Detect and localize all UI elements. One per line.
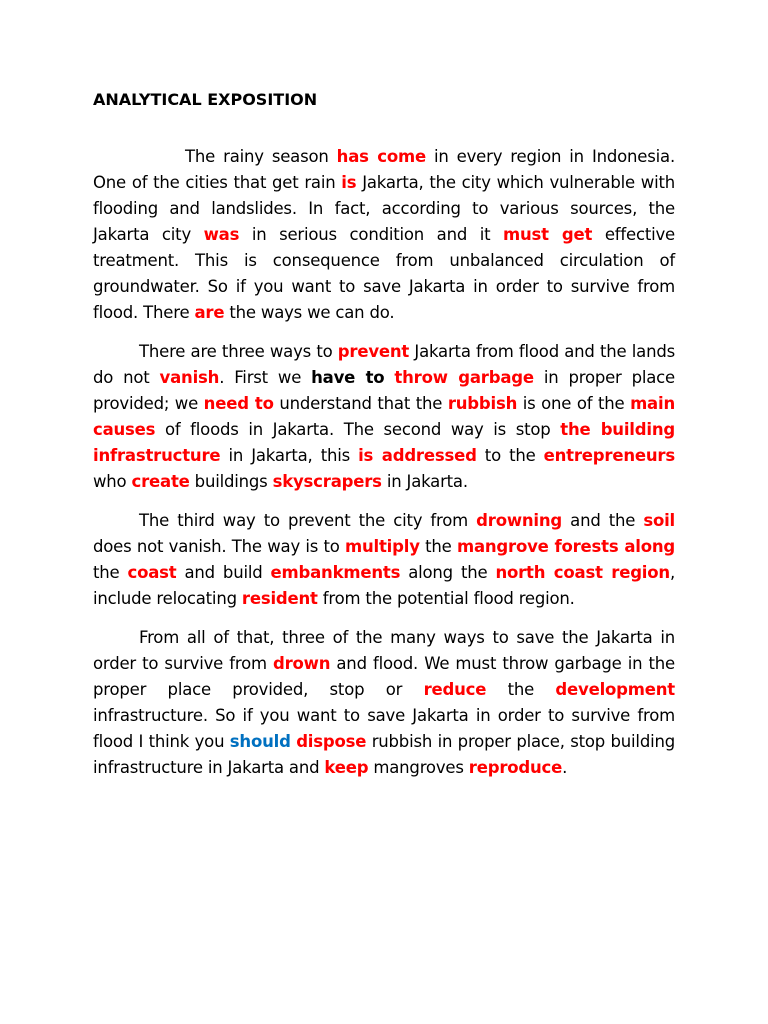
emphasized-word: the building infrastructure bbox=[93, 420, 675, 465]
document-body bbox=[93, 144, 675, 781]
document-page bbox=[93, 90, 675, 794]
text-segment: in every region in Indonesia. One of the cities that get rain bbox=[93, 147, 675, 192]
emphasized-word: resident bbox=[241, 589, 318, 608]
text-segment: Jakarta, the city which vulnerable with flooding and landslides. In fact, according to various sources, the Jakarta city bbox=[93, 173, 675, 244]
text-segment: to the bbox=[476, 446, 544, 465]
text-segment: Jakarta from flood and the lands do not bbox=[93, 342, 675, 387]
text-segment: in Jakarta. bbox=[381, 472, 468, 491]
emphasized-word: prevent bbox=[337, 342, 410, 361]
text-segment: who bbox=[93, 472, 132, 491]
emphasized-word: embankments bbox=[270, 563, 401, 582]
emphasized-word: soil bbox=[643, 511, 675, 530]
text-segment: . bbox=[562, 758, 568, 777]
document-title: ANALYTICAL EXPOSITION bbox=[93, 90, 318, 109]
emphasized-word: reduce bbox=[423, 680, 487, 699]
text-segment: The rainy season bbox=[185, 147, 337, 166]
emphasized-word: mangrove forests along bbox=[456, 537, 676, 556]
text-segment: From all of that, three of the many ways to save the Jakarta in order to survive from bbox=[93, 628, 675, 673]
text-segment: the bbox=[419, 537, 457, 556]
emphasized-word: multiply bbox=[345, 537, 420, 556]
emphasized-word: has come bbox=[336, 147, 426, 166]
text-segment: does not vanish. The way is to bbox=[93, 537, 345, 556]
text-segment: the bbox=[93, 563, 128, 582]
text-segment: the ways we can do. bbox=[224, 303, 395, 322]
emphasized-word: reproduce bbox=[468, 758, 563, 777]
text-segment: buildings bbox=[189, 472, 273, 491]
text-segment: There are three ways to bbox=[139, 342, 338, 361]
text-segment: The third way to prevent the city from bbox=[139, 511, 477, 530]
emphasized-word: rubbish bbox=[447, 394, 518, 413]
emphasized-word: was bbox=[203, 225, 240, 244]
text-segment: and build bbox=[176, 563, 271, 582]
text-segment: in proper place provided; we bbox=[93, 368, 676, 413]
text-segment: and the bbox=[562, 511, 644, 530]
emphasized-word: keep bbox=[324, 758, 369, 777]
emphasized-word: development bbox=[555, 680, 675, 699]
paragraph-3 bbox=[93, 508, 675, 612]
text-segment: . First we bbox=[219, 368, 312, 387]
text-segment: effective treatment. This is consequence from unbalanced circulation of groundwater. So if you want to save Jakarta in order to survive from flood. There bbox=[93, 225, 675, 322]
text-segment: from the potential flood region. bbox=[317, 589, 575, 608]
emphasized-word: must get bbox=[502, 225, 593, 244]
emphasized-word: north coast region bbox=[495, 563, 670, 582]
text-segment: of floods in Jakarta. The second way is stop bbox=[155, 420, 561, 439]
emphasized-word: are bbox=[194, 303, 225, 322]
text-segment bbox=[384, 368, 394, 387]
text-segment: , include relocating bbox=[93, 563, 675, 608]
text-segment: in serious condition and it bbox=[239, 225, 503, 244]
text-segment: rubbish in proper place, stop building infrastructure in Jakarta and bbox=[93, 732, 676, 777]
text-segment: along the bbox=[400, 563, 496, 582]
text-segment: understand that the bbox=[273, 394, 448, 413]
text-segment: infrastructure. So if you want to save Jakarta in order to survive from flood I think you bbox=[93, 706, 675, 751]
emphasized-word: coast bbox=[127, 563, 177, 582]
paragraph-2 bbox=[93, 339, 675, 495]
text-segment: and flood. We must throw garbage in the proper place provided, stop or bbox=[93, 654, 675, 699]
text-segment: is one of the bbox=[517, 394, 631, 413]
emphasized-word: main causes bbox=[93, 394, 675, 439]
emphasized-word: drown bbox=[272, 654, 331, 673]
paragraph-1 bbox=[93, 144, 675, 326]
emphasized-word: throw garbage bbox=[394, 368, 534, 387]
text-segment: mangroves bbox=[368, 758, 469, 777]
emphasized-word: skyscrapers bbox=[272, 472, 382, 491]
emphasized-word: is bbox=[341, 173, 357, 192]
emphasized-word: create bbox=[131, 472, 190, 491]
emphasized-word: dispose bbox=[296, 732, 367, 751]
emphasized-word-blue: should bbox=[229, 732, 291, 751]
emphasized-word: drowning bbox=[476, 511, 563, 530]
text-segment: the bbox=[486, 680, 556, 699]
bold-word: have to bbox=[311, 368, 385, 387]
emphasized-word: is addressed bbox=[358, 446, 477, 465]
text-segment: in Jakarta, this bbox=[220, 446, 359, 465]
emphasized-word: need to bbox=[203, 394, 274, 413]
emphasized-word: vanish bbox=[159, 368, 220, 387]
paragraph-4 bbox=[93, 625, 675, 781]
emphasized-word: entrepreneurs bbox=[543, 446, 675, 465]
